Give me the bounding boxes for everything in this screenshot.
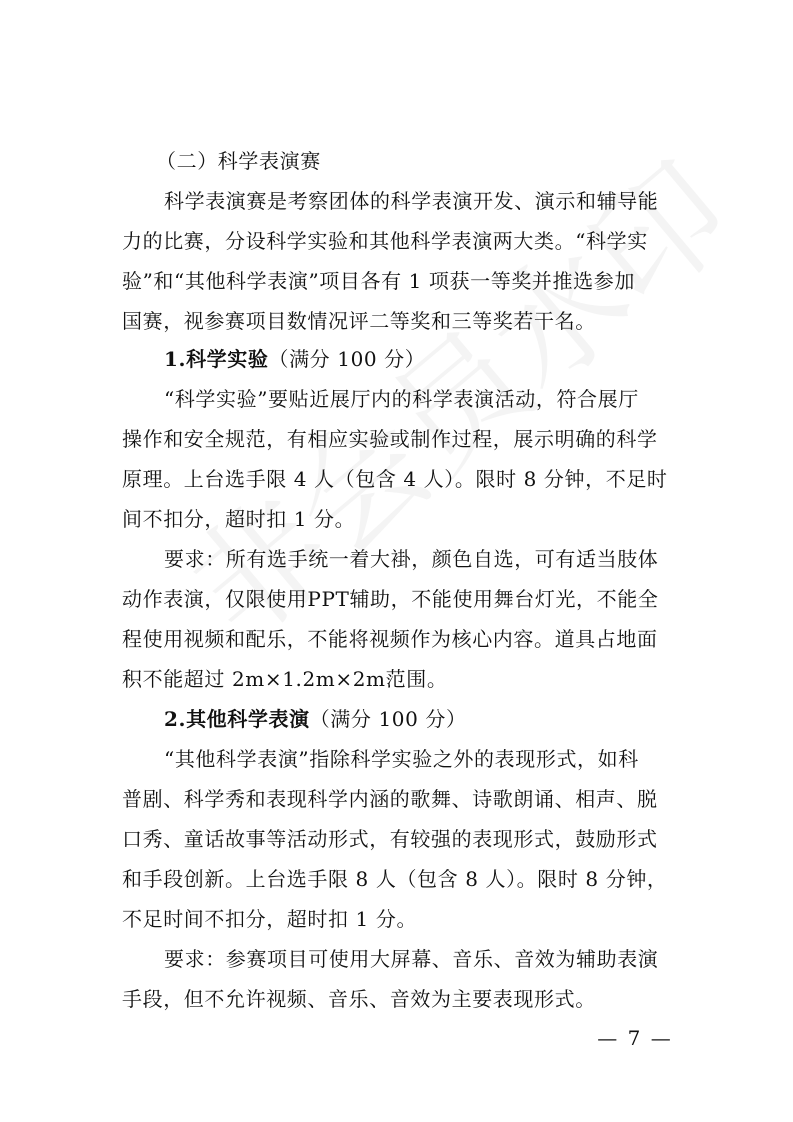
- item1-req-line-4: 积不能超过 2m×1.2m×2m范围。: [122, 667, 448, 691]
- item2-heading: [164, 705, 724, 733]
- item2-desc-line-4: 和手段创新。上台选手限 8 人（包含 8 人）。限时 8 分钟，: [122, 867, 668, 891]
- item1-score: （满分 100 分）: [268, 347, 426, 371]
- item1-req-line-2: 动作表演，仅限使用PPT辅助，不能使用舞台灯光，不能全: [122, 587, 659, 611]
- item2-desc-line-1: “其他科学表演”指除科学实验之外的表现形式，如科: [164, 747, 639, 771]
- item1-req-line-1: 要求：所有选手统一着大褂，颜色自选，可有适当肢体: [164, 547, 659, 571]
- item1-desc-line-4: 间不扣分，超时扣 1 分。: [122, 507, 356, 531]
- item1-title: 1.科学实验: [164, 347, 269, 371]
- item1-desc-line-1: “科学实验”要贴近展厅内的科学表演活动，符合展厅: [164, 387, 639, 411]
- item2-score: （满分 100 分）: [309, 707, 467, 731]
- intro-line-1: 科学表演赛是考察团体的科学表演开发、演示和辅导能: [164, 189, 659, 213]
- intro-line-4: 国赛，视参赛项目数情况评二等奖和三等奖若干名。: [122, 309, 596, 333]
- item2-title: 2.其他科学表演: [164, 707, 310, 731]
- item2-desc-line-2: 普剧、科学秀和表现科学内涵的歌舞、诗歌朗诵、相声、脱: [122, 787, 658, 811]
- item1-desc-line-2: 操作和安全规范，有相应实验或制作过程，展示明确的科学: [122, 427, 658, 451]
- intro-line-2: 力的比赛，分设科学实验和其他科学表演两大类。“科学实: [122, 229, 648, 253]
- item2-req-line-2: 手段，但不允许视频、音乐、音效为主要表现形式。: [122, 987, 596, 1011]
- item1-req-line-3: 程使用视频和配乐，不能将视频作为核心内容。道具占地面: [122, 627, 658, 651]
- intro-line-3: 验”和“其他科学表演”项目各有 1 项获一等奖并推选参加: [122, 269, 635, 293]
- page-number: — 7 —: [597, 1026, 673, 1050]
- item2-desc-line-5: 不足时间不扣分，超时扣 1 分。: [122, 907, 418, 931]
- item2-desc-line-3: 口秀、童话故事等活动形式，有较强的表现形式，鼓励形式: [122, 827, 658, 851]
- item2-req-line-1: 要求：参赛项目可使用大屏幕、音乐、音效为辅助表演: [164, 947, 659, 971]
- item1-desc-line-3: 原理。上台选手限 4 人（包含 4 人）。限时 8 分钟，不足时: [122, 467, 668, 491]
- item1-heading: [164, 345, 724, 373]
- section-heading: （二）科学表演赛: [156, 149, 321, 173]
